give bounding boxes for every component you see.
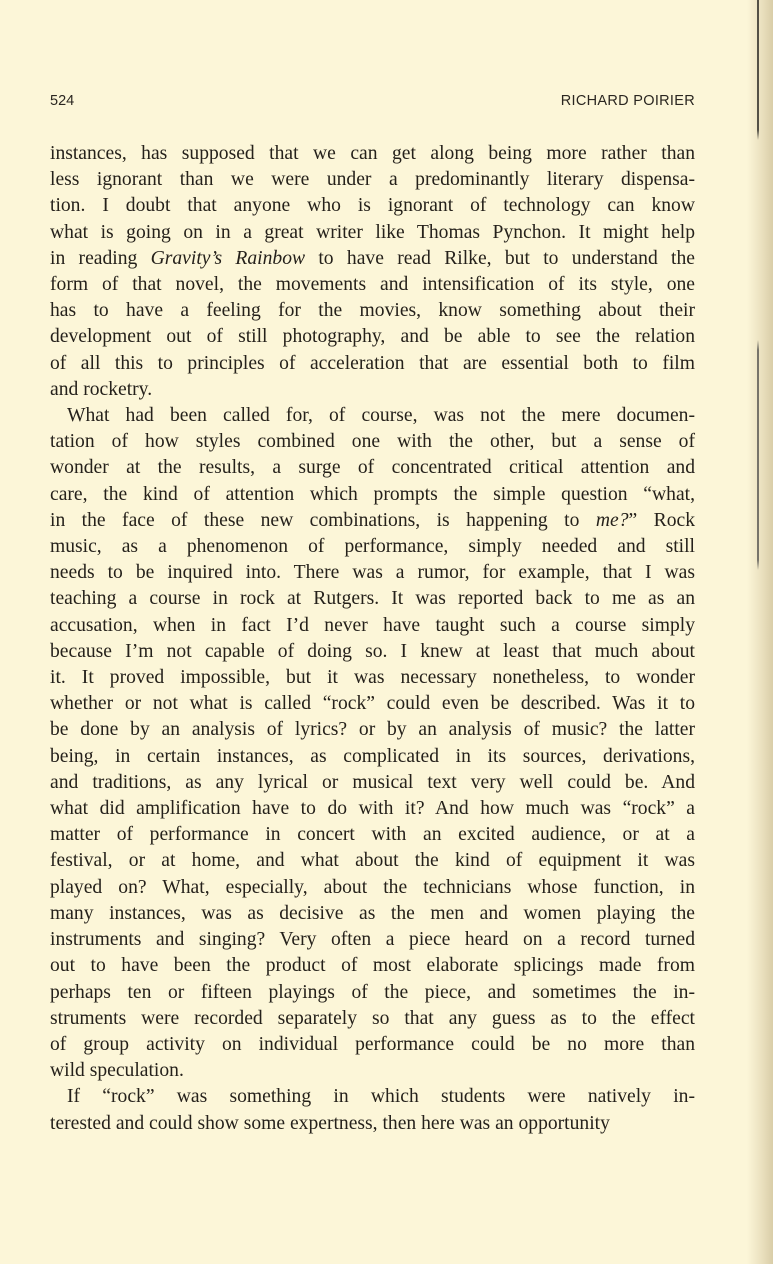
text-line: development out of still photography, and be able to see the relation <box>50 326 695 348</box>
text-line: and traditions, as any lyrical or musical text very well could be. And <box>50 771 695 793</box>
page-edge-shadow <box>747 0 773 1264</box>
text-line: instruments and singing? Very often a piece heard on a record turned <box>50 929 695 951</box>
text-line: in the face of these new combinations, is happening to me?” Rock <box>50 509 695 531</box>
text-line: care, the kind of attention which prompts the simple question “what, <box>50 483 695 505</box>
text-line: accusation, when in fact I’d never have taught such a course simply <box>50 614 695 636</box>
text-line: perhaps ten or fifteen playings of the piece, and sometimes the in- <box>50 981 695 1003</box>
text-line: needs to be inquired into. There was a rumor, for example, that I was <box>50 562 695 584</box>
page-number: 524 <box>50 93 75 109</box>
text-line: less ignorant than we were under a predominantly literary dispensa- <box>50 169 695 191</box>
text-line: being, in certain instances, as complicated in its sources, derivations, <box>50 745 695 767</box>
body-text <box>50 141 695 1137</box>
text-line: tion. I doubt that anyone who is ignorant of technology can know <box>50 195 695 217</box>
text-line: If “rock” was something in which students were natively in- <box>67 1086 695 1108</box>
emphasis: me? <box>595 509 629 531</box>
text-line: wonder at the results, a surge of concentrated critical attention and <box>50 457 695 479</box>
text-line: What had been called for, of course, was not the mere documen- <box>67 405 695 427</box>
text-line: and rocketry. <box>50 378 153 400</box>
text-line: festival, or at home, and what about the kind of equipment it was <box>50 850 695 872</box>
text-line: form of that novel, the movements and intensification of its style, one <box>50 274 695 296</box>
text-line: whether or not what is called “rock” could even be described. Was it to <box>50 693 695 715</box>
text-line: tation of how styles combined one with the other, but a sense of <box>50 431 695 453</box>
text-line: wild speculation. <box>50 1060 184 1082</box>
text-line: it. It proved impossible, but it was necessary nonetheless, to wonder <box>50 667 695 689</box>
text-line: music, as a phenomenon of performance, simply needed and still <box>50 536 695 558</box>
running-head: RICHARD POIRIER <box>560 93 695 109</box>
text-line: played on? What, especially, about the technicians whose function, in <box>50 876 695 898</box>
text-line: in reading Gravity’s Rainbow to have read Rilke, but to understand the <box>50 247 695 269</box>
text-line: many instances, was as decisive as the men and women playing the <box>50 902 695 924</box>
book-title: Gravity’s Rainbow <box>150 247 306 269</box>
text-line: has to have a feeling for the movies, know something about their <box>50 300 695 322</box>
text-line: of all this to principles of acceleration that are essential both to film <box>50 352 695 374</box>
text-line: what is going on in a great writer like Thomas Pynchon. It might help <box>50 221 695 243</box>
text-line: terested and could show some expertness, then here was an opportunity <box>50 1112 610 1134</box>
text-line: out to have been the product of most elaborate splicings made from <box>50 955 695 977</box>
text-line: matter of performance in concert with an excited audience, or at a <box>50 824 695 846</box>
page-edge-line <box>757 0 759 1264</box>
text-line: what did amplification have to do with it? And how much was “rock” a <box>50 798 695 820</box>
text-line: because I’m not capable of doing so. I knew at least that much about <box>50 640 695 662</box>
text-line: of group activity on individual performance could be no more than <box>50 1033 695 1055</box>
text-line: struments were recorded separately so that any guess as to the effect <box>50 1007 695 1029</box>
text-line: instances, has supposed that we can get along being more rather than <box>50 143 695 164</box>
text-line: be done by an analysis of lyrics? or by an analysis of music? the latter <box>50 719 695 741</box>
text-line: teaching a course in rock at Rutgers. It was reported back to me as an <box>50 588 695 610</box>
